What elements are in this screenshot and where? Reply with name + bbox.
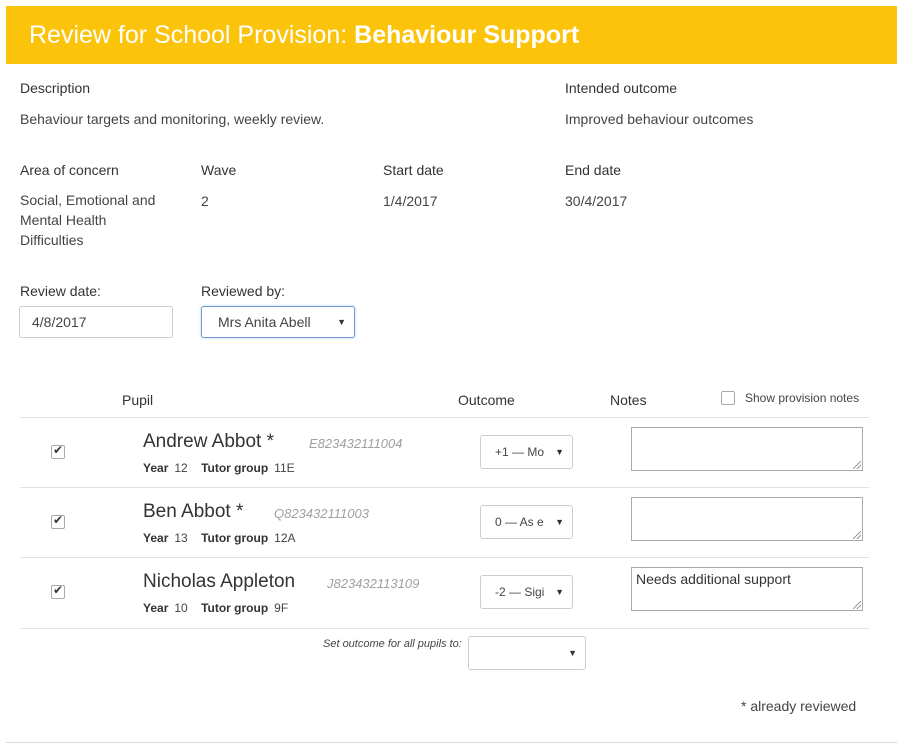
pupil-meta: Year 13 Tutor group 12A <box>143 531 296 545</box>
pupil-name: Andrew Abbot * <box>143 431 274 452</box>
pupil-name: Ben Abbot * <box>143 501 244 522</box>
start-date-label: Start date <box>383 162 444 178</box>
chevron-down-icon: ▼ <box>555 587 564 597</box>
pupil-upn: Q823432111003 <box>274 506 369 521</box>
description-label: Description <box>20 80 91 96</box>
table-row <box>20 557 869 629</box>
chevron-down-icon: ▼ <box>555 447 564 457</box>
pupil-upn: E823432111004 <box>309 436 403 451</box>
description-value: Behaviour targets and monitoring, weekly review. <box>20 111 325 127</box>
end-date-value: 30/4/2017 <box>565 193 628 209</box>
end-date-label: End date <box>565 162 622 178</box>
table-row <box>20 417 869 488</box>
notes-textarea[interactable] <box>631 497 863 541</box>
review-date-label: Review date: <box>20 283 101 299</box>
outcome-select[interactable]: 0 — As e ▼ <box>480 505 573 539</box>
start-date-value: 1/4/2017 <box>383 193 438 209</box>
chevron-down-icon: ▼ <box>568 648 577 658</box>
check-icon: ✔ <box>53 513 64 527</box>
review-date-input[interactable]: 4/8/2017 <box>19 306 173 338</box>
check-icon: ✔ <box>53 583 64 597</box>
resize-grip-icon[interactable] <box>853 461 861 469</box>
area-of-concern-label: Area of concern <box>20 162 119 178</box>
outcome-select[interactable]: +1 — Mo ▼ <box>480 435 573 469</box>
provision-title: Behaviour Support <box>354 21 580 49</box>
show-provision-notes-checkbox[interactable] <box>721 391 735 405</box>
notes-column-header: Notes <box>610 392 647 408</box>
provision-review-page <box>6 6 897 743</box>
reviewed-by-select[interactable] <box>201 306 355 338</box>
pupil-meta: Year 10 Tutor group 9F <box>143 601 289 615</box>
chevron-down-icon: ▼ <box>337 317 346 327</box>
resize-grip-icon[interactable] <box>853 531 861 539</box>
pupil-upn: J823432113109 <box>327 576 420 591</box>
intended-outcome-label: Intended outcome <box>565 80 678 96</box>
reviewed-by-value: Mrs Anita Abell <box>218 314 311 330</box>
page-header <box>6 6 897 64</box>
pupil-name: Nicholas Appleton <box>143 571 296 592</box>
set-all-outcome-select[interactable] <box>468 636 586 670</box>
intended-outcome-value: Improved behaviour outcomes <box>565 111 754 127</box>
outcome-select[interactable]: -2 — Sigi ▼ <box>480 575 573 609</box>
wave-value: 2 <box>201 193 209 209</box>
pupil-column-header: Pupil <box>122 392 154 408</box>
header-prefix: Review for School Provision: <box>29 21 355 49</box>
pupil-meta: Year 12 Tutor group 11E <box>143 461 295 475</box>
set-all-outcome-label: Set outcome for all pupils to: <box>323 638 462 650</box>
notes-textarea[interactable] <box>631 427 863 471</box>
table-row <box>20 487 869 558</box>
resize-grip-icon[interactable] <box>853 601 861 609</box>
chevron-down-icon: ▼ <box>555 517 564 527</box>
check-icon: ✔ <box>53 443 64 457</box>
already-reviewed-note: * already reviewed <box>741 698 857 714</box>
pupil-select-checkbox[interactable] <box>51 445 65 459</box>
show-provision-notes-label: Show provision notes <box>745 391 860 405</box>
pupil-select-checkbox[interactable] <box>51 515 65 529</box>
outcome-column-header: Outcome <box>458 392 515 408</box>
area-of-concern-value: Social, Emotional and Mental Health Difficulties <box>20 192 156 248</box>
pupil-select-checkbox[interactable] <box>51 585 65 599</box>
wave-label: Wave <box>201 162 237 178</box>
notes-textarea[interactable]: Needs additional support <box>631 567 863 611</box>
reviewed-by-label: Reviewed by: <box>201 283 286 299</box>
